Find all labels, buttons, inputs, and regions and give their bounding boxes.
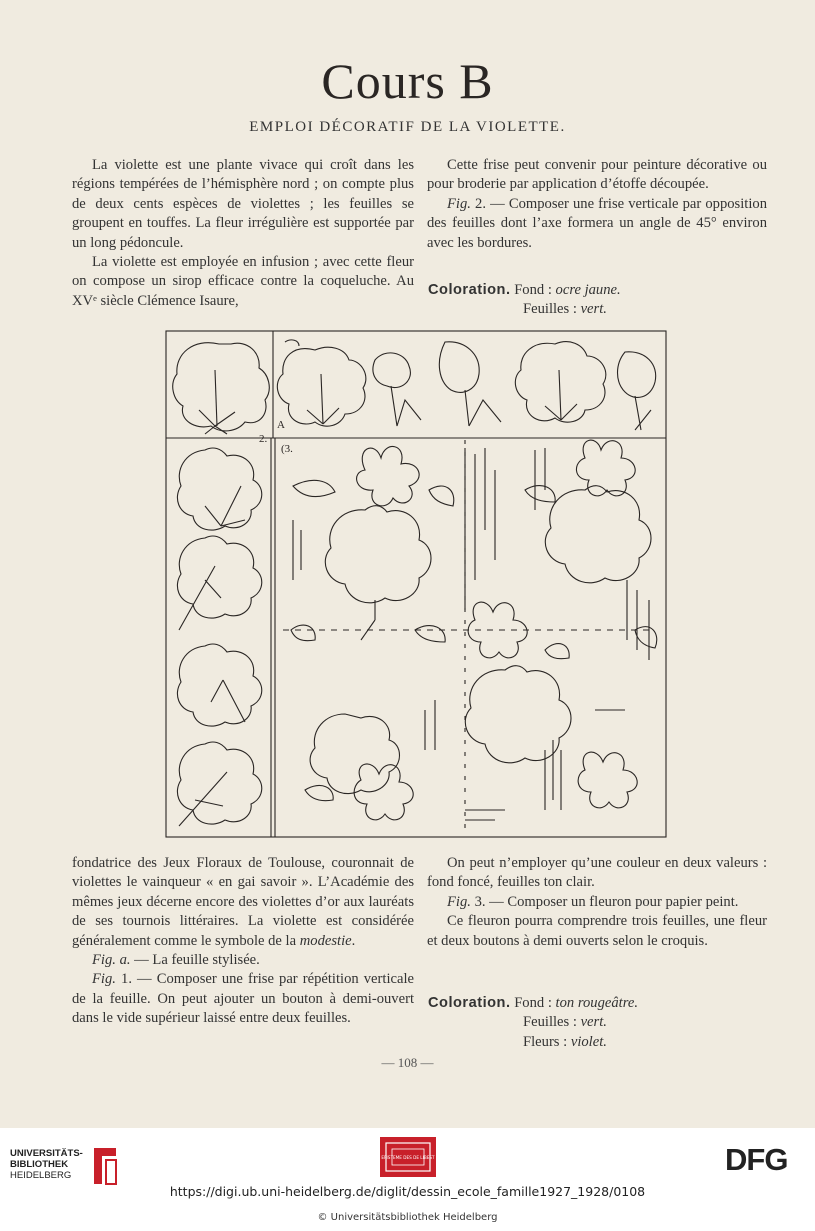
dfg-logo[interactable]: DFG (725, 1142, 788, 1177)
paragraph (72, 854, 414, 951)
frieze-figure-2 (277, 340, 655, 430)
paragraph: Ce fleuron pourra comprendre trois feuilles, une fleur et deux boutons à demi ouverts selon le croquis. (427, 913, 767, 949)
plate-label: A (277, 419, 285, 431)
paragraph-text: 2. — Composer une frise verticale par opposition des feuilles dont l’axe formera un angle de 45° environ avec les bordures. (427, 195, 767, 251)
feuilles-value: vert. (580, 1014, 607, 1031)
page-subtitle: EMPLOI DÉCORATIF DE LA VIOLETTE. (249, 119, 566, 135)
university-library-logo[interactable] (10, 1140, 120, 1190)
paragraph (72, 951, 414, 970)
ub-mark-icon (92, 1146, 118, 1186)
coloration-block-1 (428, 281, 621, 320)
emphasis: modestie (299, 932, 352, 949)
fleurs-label: Fleurs : (523, 1033, 571, 1050)
fond-label: Fond : (514, 282, 556, 298)
figure-ref: Fig. (92, 971, 116, 988)
fond-label: Fond : (514, 995, 556, 1011)
fleuron-figure-3 (283, 440, 657, 830)
column-left-top (72, 156, 414, 311)
fond-value: ocre jaune. (555, 282, 621, 298)
viewer-footer (0, 1128, 815, 1231)
ub-line: BIBLIOTHEK (10, 1159, 69, 1170)
feuilles-label: Feuilles : (523, 301, 581, 318)
coloration-block-2 (428, 994, 638, 1052)
episteme-logo-text: EPISTEME DES DE LIBEST (381, 1155, 435, 1160)
violet-illustration-plate (165, 330, 667, 838)
paragraph (427, 195, 767, 253)
paragraph-text: — La feuille stylisée. (130, 952, 260, 969)
feuilles-value: vert. (580, 301, 607, 318)
paragraph-text: 3. — Composer un fleuron pour papier peint. (470, 893, 739, 910)
figure-ref: Fig. (447, 195, 471, 212)
coloration-label: Coloration. (428, 995, 511, 1011)
paragraph: Cette frise peut convenir pour peinture décorative ou pour broderie par application d’étoffe découpée. (427, 157, 767, 193)
figure-ref: Fig. a. (92, 952, 131, 969)
fond-value: ton rougeâtre. (555, 995, 638, 1011)
column-left-bottom (72, 854, 414, 1029)
column-right-top (427, 156, 767, 253)
page-number: — 108 — (381, 1055, 434, 1070)
plate-label: 2. (259, 433, 268, 445)
copyright-notice: © Universitätsbibliothek Heidelberg (317, 1212, 498, 1223)
page-title: Cours B (321, 53, 494, 109)
feuilles-label: Feuilles : (523, 1014, 581, 1031)
stylised-leaf-figure (173, 343, 270, 434)
fleurs-value: violet. (570, 1033, 607, 1050)
paragraph-text: fondatrice des Jeux Floraux de Toulouse, couronnait de violettes le vainqueur « en gai savoir ». L’Académie des mêmes jeux décerne encore des violettes d’or aux lauréats de ses tournois littéraires. La violette est considérée généralement comme le symbole de la (72, 855, 414, 949)
paragraph-text: . (351, 932, 356, 949)
paragraph (72, 970, 414, 1028)
column-right-bottom (427, 854, 767, 951)
permalink-url[interactable]: https://digi.ub.uni-heidelberg.de/diglit/dessin_ecole_famille1927_1928/0108 (169, 1184, 646, 1199)
ub-line: HEIDELBERG (10, 1170, 72, 1181)
plate-label: (3. (281, 443, 293, 455)
paragraph (427, 893, 767, 912)
paragraph: La violette est une plante vivace qui croît dans les régions tempérées de l’hémisphère nord ; on compte plus de deux cents espèces de violettes ; les feuilles se groupent en touffes. La fleur irrégulière est supportée par un long pédoncule. (72, 157, 414, 251)
ub-line: UNIVERSITÄTS- (10, 1148, 83, 1159)
vertical-frieze-figure-1 (177, 448, 261, 826)
paragraph-text: 1. — Composer une frise par répétition verticale de la feuille. On peut ajouter un bouton à demi-ouvert dans le vide supérieur laissé entre deux feuilles. (72, 971, 414, 1027)
coloration-label: Coloration. (428, 282, 511, 298)
paragraph: On peut n’employer qu’une couleur en deux valeurs : fond foncé, feuilles ton clair. (427, 855, 767, 891)
episteme-logo[interactable] (380, 1137, 436, 1177)
plate-border (166, 331, 666, 837)
figure-ref: Fig. (447, 893, 471, 910)
paragraph: La violette est employée en infusion ; avec cette fleur on compose un sirop efficace contre la coqueluche. Au XVᵉ siècle Clémence Isaure, (72, 254, 414, 309)
